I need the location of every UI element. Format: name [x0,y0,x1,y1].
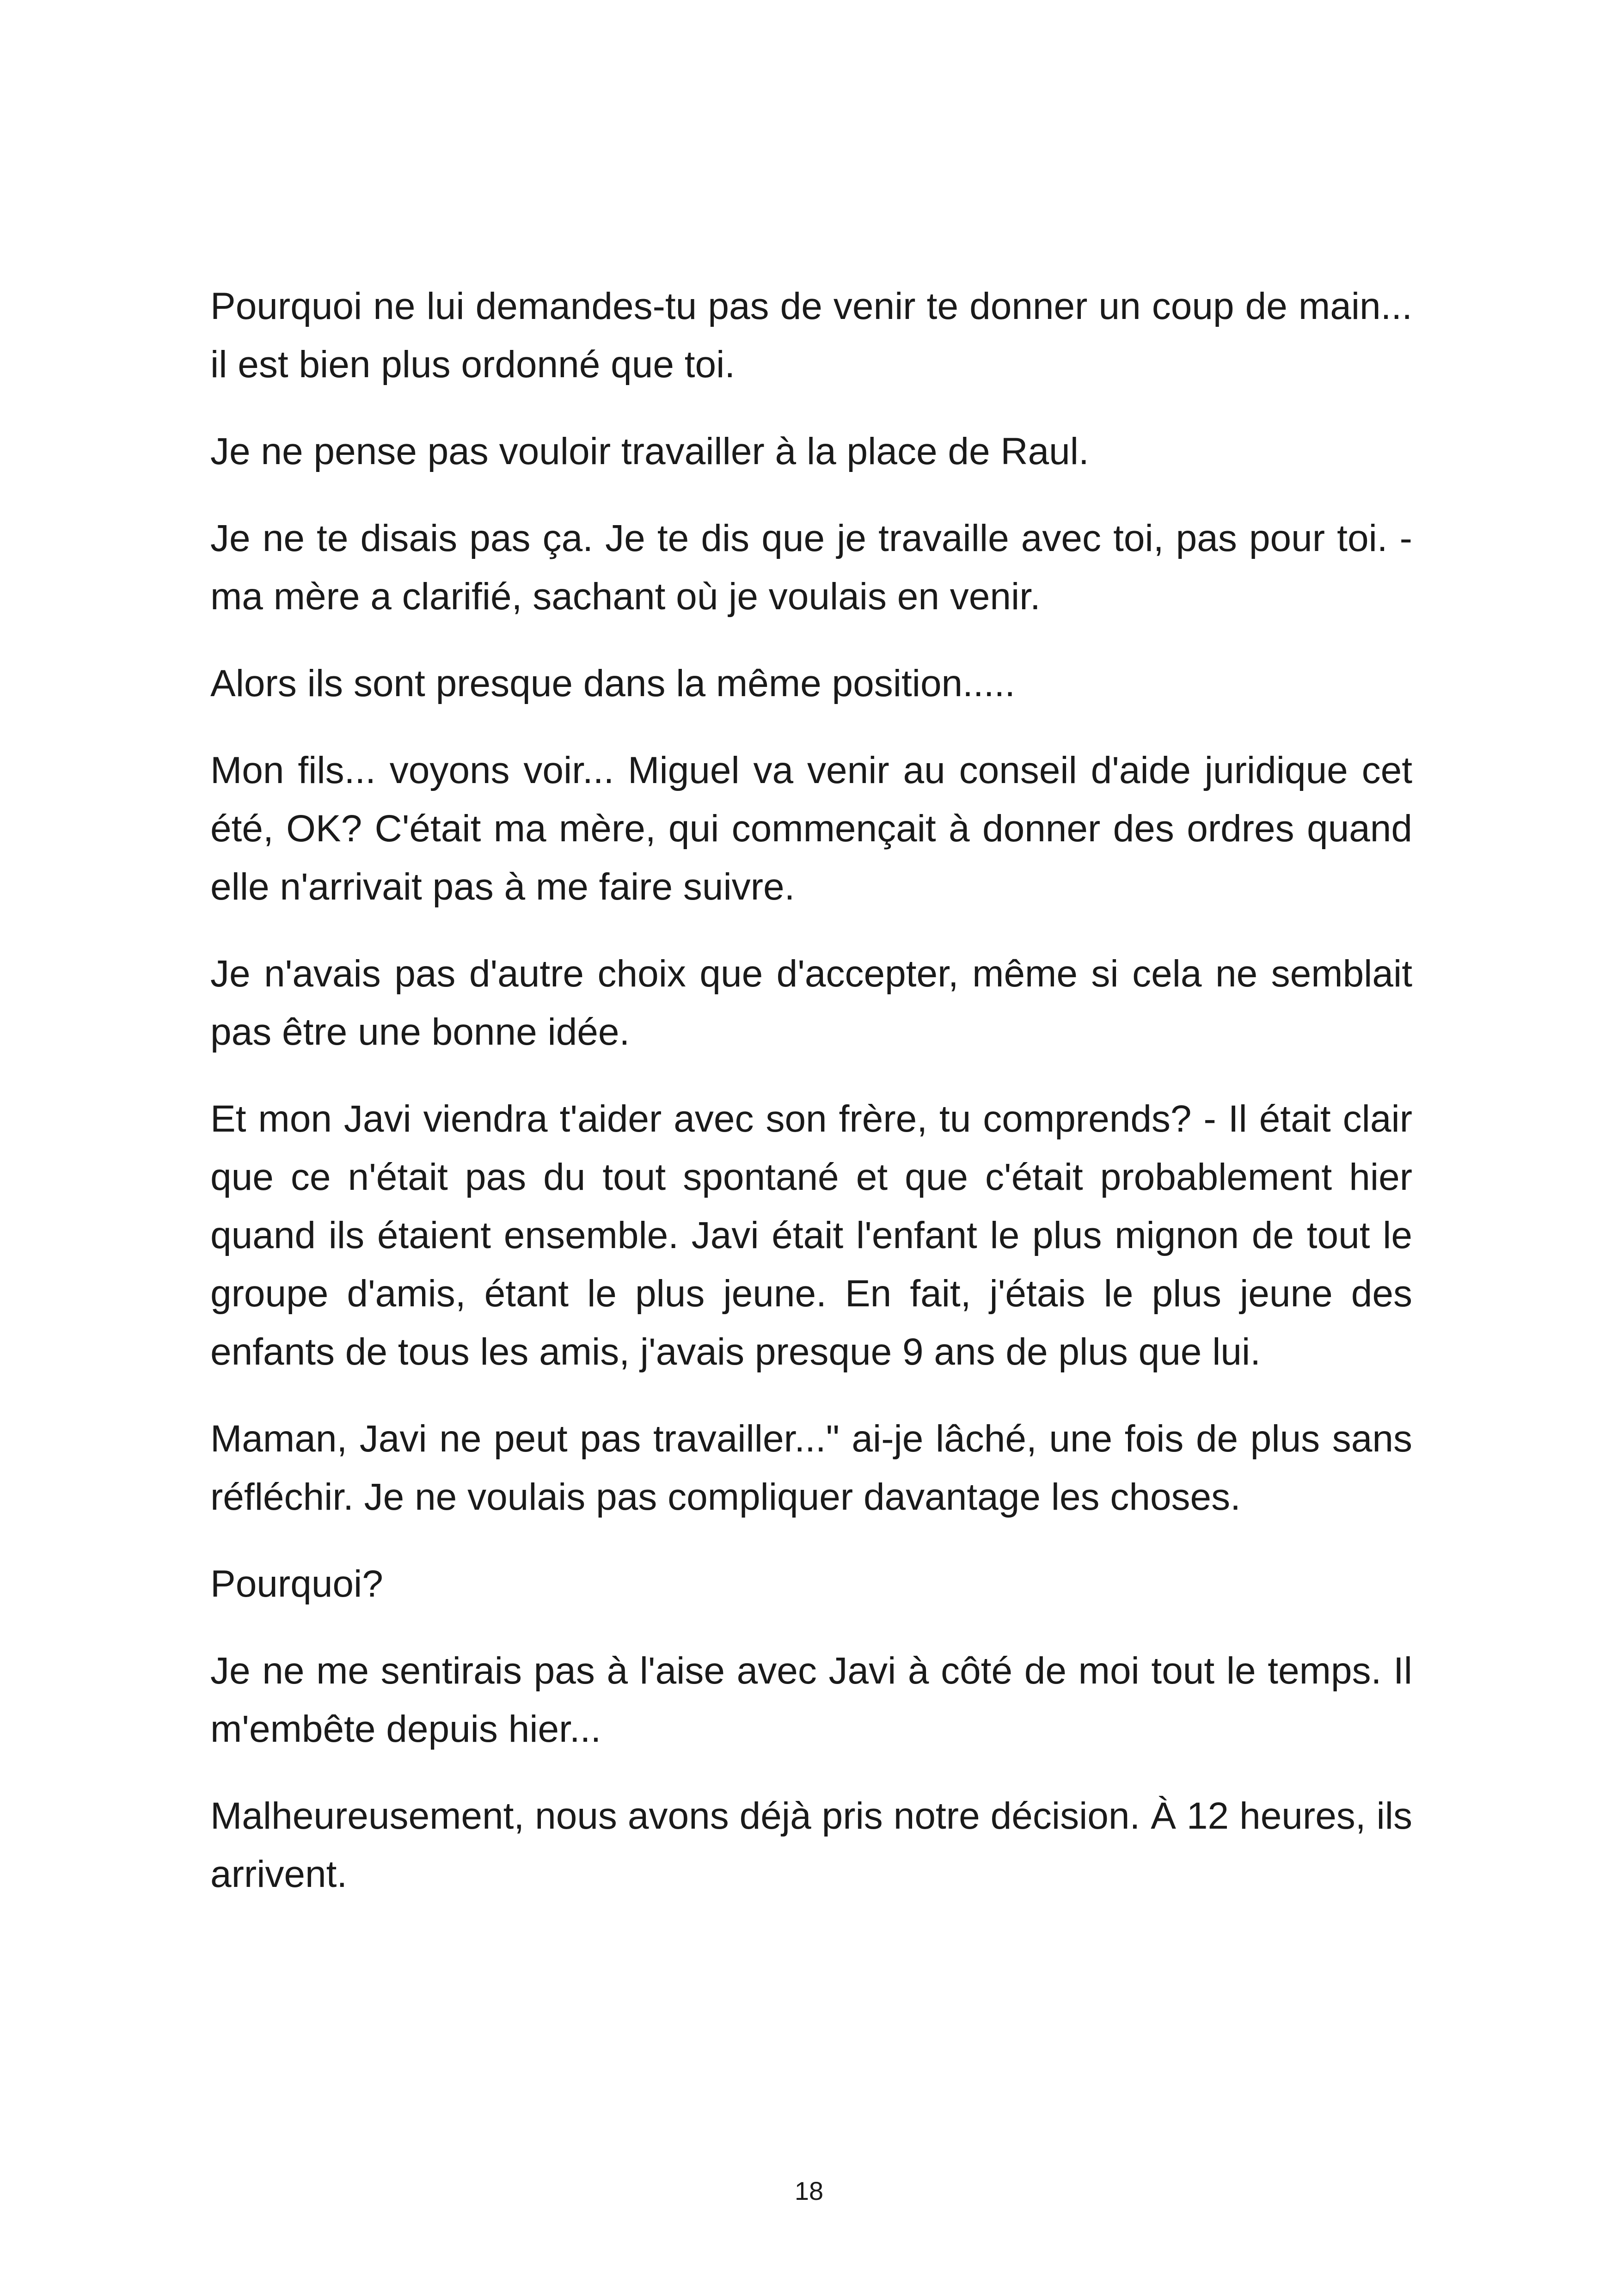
paragraph-1: Pourquoi ne lui demandes-tu pas de venir te donner un coup de main... il est bien plus ordonné que toi. [210,285,1412,386]
paragraph-4: Alors ils sont presque dans la même position..... [210,662,1016,704]
paragraph-7: Et mon Javi viendra t'aider avec son frère, tu comprends? - Il était clair que ce n'était pas du tout spontané et que c'était probablement hier quand ils étaient ensemble. Javi était l'enfant le plus mignon de tout le groupe d'amis, étant le plus jeune. En fait, j'étais le plus jeune des enfants de tous les amis, j'avais presque 9 ans de plus que lui. [210,1098,1412,1373]
paragraph-2: Je ne pense pas vouloir travailler à la place de Raul. [210,430,1089,472]
paragraph-9: Pourquoi? [210,1563,383,1605]
body-text [210,277,1412,1932]
paragraph-11: Malheureusement, nous avons déjà pris notre décision. À 12 heures, ils arrivent. [210,1795,1412,1895]
paragraph-10: Je ne me sentirais pas à l'aise avec Javi à côté de moi tout le temps. Il m'embête depuis hier... [210,1650,1412,1750]
page-number: 18 [794,2176,824,2205]
paragraph-5: Mon fils... voyons voir... Miguel va venir au conseil d'aide juridique cet été, OK? C'était ma mère, qui commençait à donner des ordres quand elle n'arrivait pas à me faire suivre. [210,749,1412,908]
paragraph-8: Maman, Javi ne peut pas travailler..." ai-je lâché, une fois de plus sans réfléchir. Je ne voulais pas compliquer davantage les choses. [210,1418,1412,1518]
paragraph-3: Je ne te disais pas ça. Je te dis que je travaille avec toi, pas pour toi. - ma mère a clarifié, sachant où je voulais en venir. [210,517,1412,618]
paragraph-6: Je n'avais pas d'autre choix que d'accepter, même si cela ne semblait pas être une bonne idée. [210,953,1412,1053]
